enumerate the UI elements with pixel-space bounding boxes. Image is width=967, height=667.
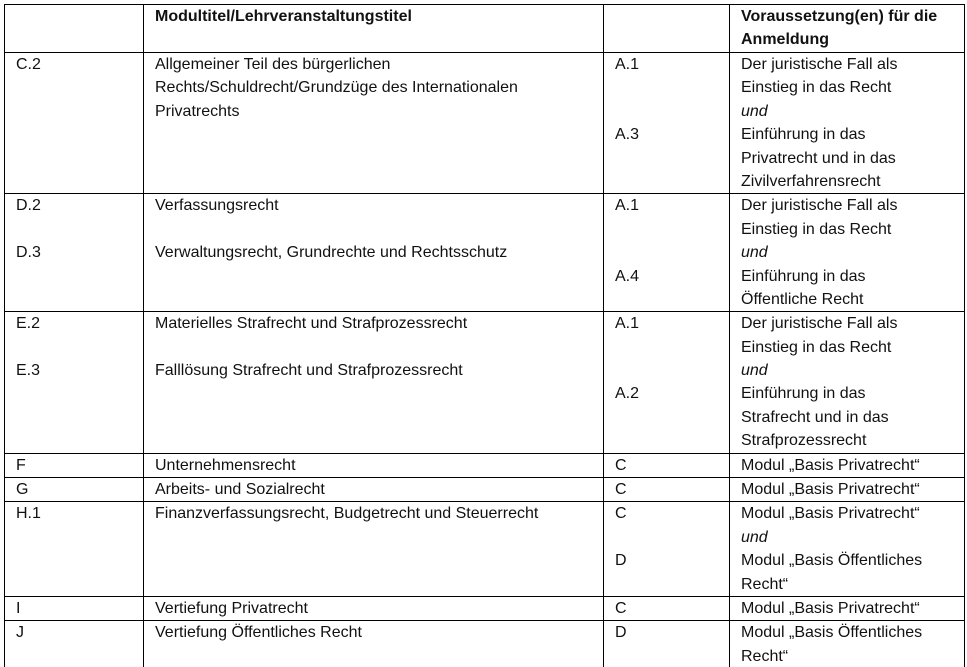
header-cell-code: [5, 5, 144, 53]
conditions-cell: [730, 53, 965, 194]
conditions-cell: [730, 621, 965, 667]
condition-line: Der juristische Fall als: [741, 197, 898, 215]
module-code-cell: [5, 596, 144, 620]
condition-line: Einstieg in das Recht: [741, 338, 892, 356]
table-row: [5, 621, 965, 667]
prereq-code: A.1: [615, 315, 640, 333]
condition-line: Modul „Basis Öffentliches: [741, 552, 923, 570]
condition-line: Privatrecht und in das: [741, 149, 896, 167]
condition-connector: und: [741, 102, 768, 120]
module-title-line: Arbeits- und Sozialrecht: [155, 481, 325, 499]
module-code: J: [16, 624, 24, 642]
header-cell-conditions: [730, 5, 965, 53]
table-row: [5, 194, 965, 312]
header-code-text: [16, 5, 143, 28]
module-title-cell: [144, 596, 604, 620]
prereq-code: A.3: [615, 126, 640, 144]
condition-line: Modul „Basis Privatrecht“: [741, 481, 920, 499]
prereq-code: C: [615, 456, 627, 474]
conditions-cell: [730, 453, 965, 477]
condition-line: Der juristische Fall als: [741, 56, 898, 73]
module-code-cell: [5, 194, 144, 312]
table-row: [5, 502, 965, 597]
header-cell-title: [144, 5, 604, 53]
prereq-code-cell: [604, 312, 730, 453]
module-title-line: Vertiefung Öffentliches Recht: [155, 624, 362, 642]
module-code-cell: [5, 502, 144, 597]
prereq-code: D: [615, 624, 627, 642]
condition-line: Öffentliche Recht: [741, 290, 864, 308]
condition-line: Recht“: [741, 647, 789, 665]
header-row: [5, 5, 965, 53]
module-title-line: Privatrechts: [155, 102, 240, 120]
prereq-code: C: [615, 599, 627, 617]
module-title-line: Falllösung Strafrecht und Strafprozessrecht: [155, 362, 463, 380]
condition-connector: und: [741, 362, 768, 380]
conditions-cell: [730, 194, 965, 312]
module-title-cell: [144, 621, 604, 667]
module-code: D.3: [16, 244, 41, 262]
module-code-cell: [5, 312, 144, 453]
prereq-code: A.4: [615, 267, 640, 285]
prereq-code-cell: [604, 194, 730, 312]
module-code: C.2: [16, 56, 41, 73]
module-code: E.2: [16, 315, 41, 333]
table-row: [5, 53, 965, 194]
condition-line: Strafrecht und in das: [741, 408, 889, 426]
module-code: G: [16, 481, 29, 499]
prereq-code-cell: [604, 502, 730, 597]
table-row: [5, 596, 965, 620]
module-title-line: Materielles Strafrecht und Strafprozessrecht: [155, 315, 468, 333]
condition-line: Einstieg in das Recht: [741, 79, 892, 97]
header-cell-prereq-code: [604, 5, 730, 53]
condition-line: Modul „Basis Privatrecht“: [741, 505, 920, 523]
module-title-line: Allgemeiner Teil des bürgerlichen: [155, 56, 391, 73]
conditions-cell: [730, 478, 965, 502]
module-title-line: Unternehmensrecht: [155, 456, 296, 474]
condition-line: Modul „Basis Privatrecht“: [741, 456, 920, 474]
prereq-code-cell: [604, 596, 730, 620]
conditions-cell: [730, 312, 965, 453]
conditions-cell: [730, 596, 965, 620]
prereq-code-cell: [604, 453, 730, 477]
condition-line: Zivilverfahrensrecht: [741, 172, 881, 190]
prereq-code-cell: [604, 53, 730, 194]
condition-line: Einführung in das: [741, 267, 866, 285]
prereq-code: D: [615, 552, 627, 570]
table-row: [5, 453, 965, 477]
conditions-cell: [730, 502, 965, 597]
module-title-cell: [144, 502, 604, 597]
condition-connector: und: [741, 244, 768, 262]
module-title-line: Verwaltungsrecht, Grundrechte und Rechtsschutz: [155, 244, 508, 262]
header-title-text: Modultitel/Lehrveranstaltungstitel: [155, 8, 412, 25]
condition-line: Der juristische Fall als: [741, 315, 898, 333]
condition-line: Einführung in das: [741, 385, 866, 403]
module-title-cell: [144, 194, 604, 312]
prereq-code: A.2: [615, 385, 640, 403]
module-title-line: Finanzverfassungsrecht, Budgetrecht und Steuerrecht: [155, 505, 539, 523]
module-title-line: Verfassungsrecht: [155, 197, 279, 215]
module-code-cell: [5, 53, 144, 194]
module-title-line: Rechts/Schuldrecht/Grundzüge des Internationalen: [155, 79, 518, 97]
prereq-code: C: [615, 481, 627, 499]
condition-line: Modul „Basis Privatrecht“: [741, 599, 920, 617]
table-row: [5, 478, 965, 502]
module-code: F: [16, 456, 26, 474]
header-prereq-code-text: [615, 5, 729, 28]
condition-line: Modul „Basis Öffentliches: [741, 624, 923, 642]
module-title-line: Vertiefung Privatrecht: [155, 599, 308, 617]
prerequisites-table: [4, 4, 965, 667]
module-code-cell: [5, 621, 144, 667]
condition-line: Strafprozessrecht: [741, 432, 867, 450]
prereq-code: A.1: [615, 56, 640, 73]
module-title-cell: [144, 453, 604, 477]
module-title-cell: [144, 478, 604, 502]
module-code-cell: [5, 453, 144, 477]
prereq-code-cell: [604, 621, 730, 667]
module-code: I: [16, 599, 21, 617]
module-code: D.2: [16, 197, 41, 215]
condition-line: Recht“: [741, 575, 789, 593]
condition-line: Einstieg in das Recht: [741, 220, 892, 238]
prereq-code: C: [615, 505, 627, 523]
condition-connector: und: [741, 528, 768, 546]
module-code: H.1: [16, 505, 41, 523]
module-title-cell: [144, 53, 604, 194]
header-conditions-line-2: Anmeldung: [741, 31, 829, 49]
module-code-cell: [5, 478, 144, 502]
prereq-code-cell: [604, 478, 730, 502]
table-row: [5, 312, 965, 453]
module-code: E.3: [16, 362, 41, 380]
module-title-cell: [144, 312, 604, 453]
prereq-code: A.1: [615, 197, 640, 215]
header-conditions-line-1: Voraussetzung(en) für die: [741, 8, 938, 25]
condition-line: Einführung in das: [741, 126, 866, 144]
